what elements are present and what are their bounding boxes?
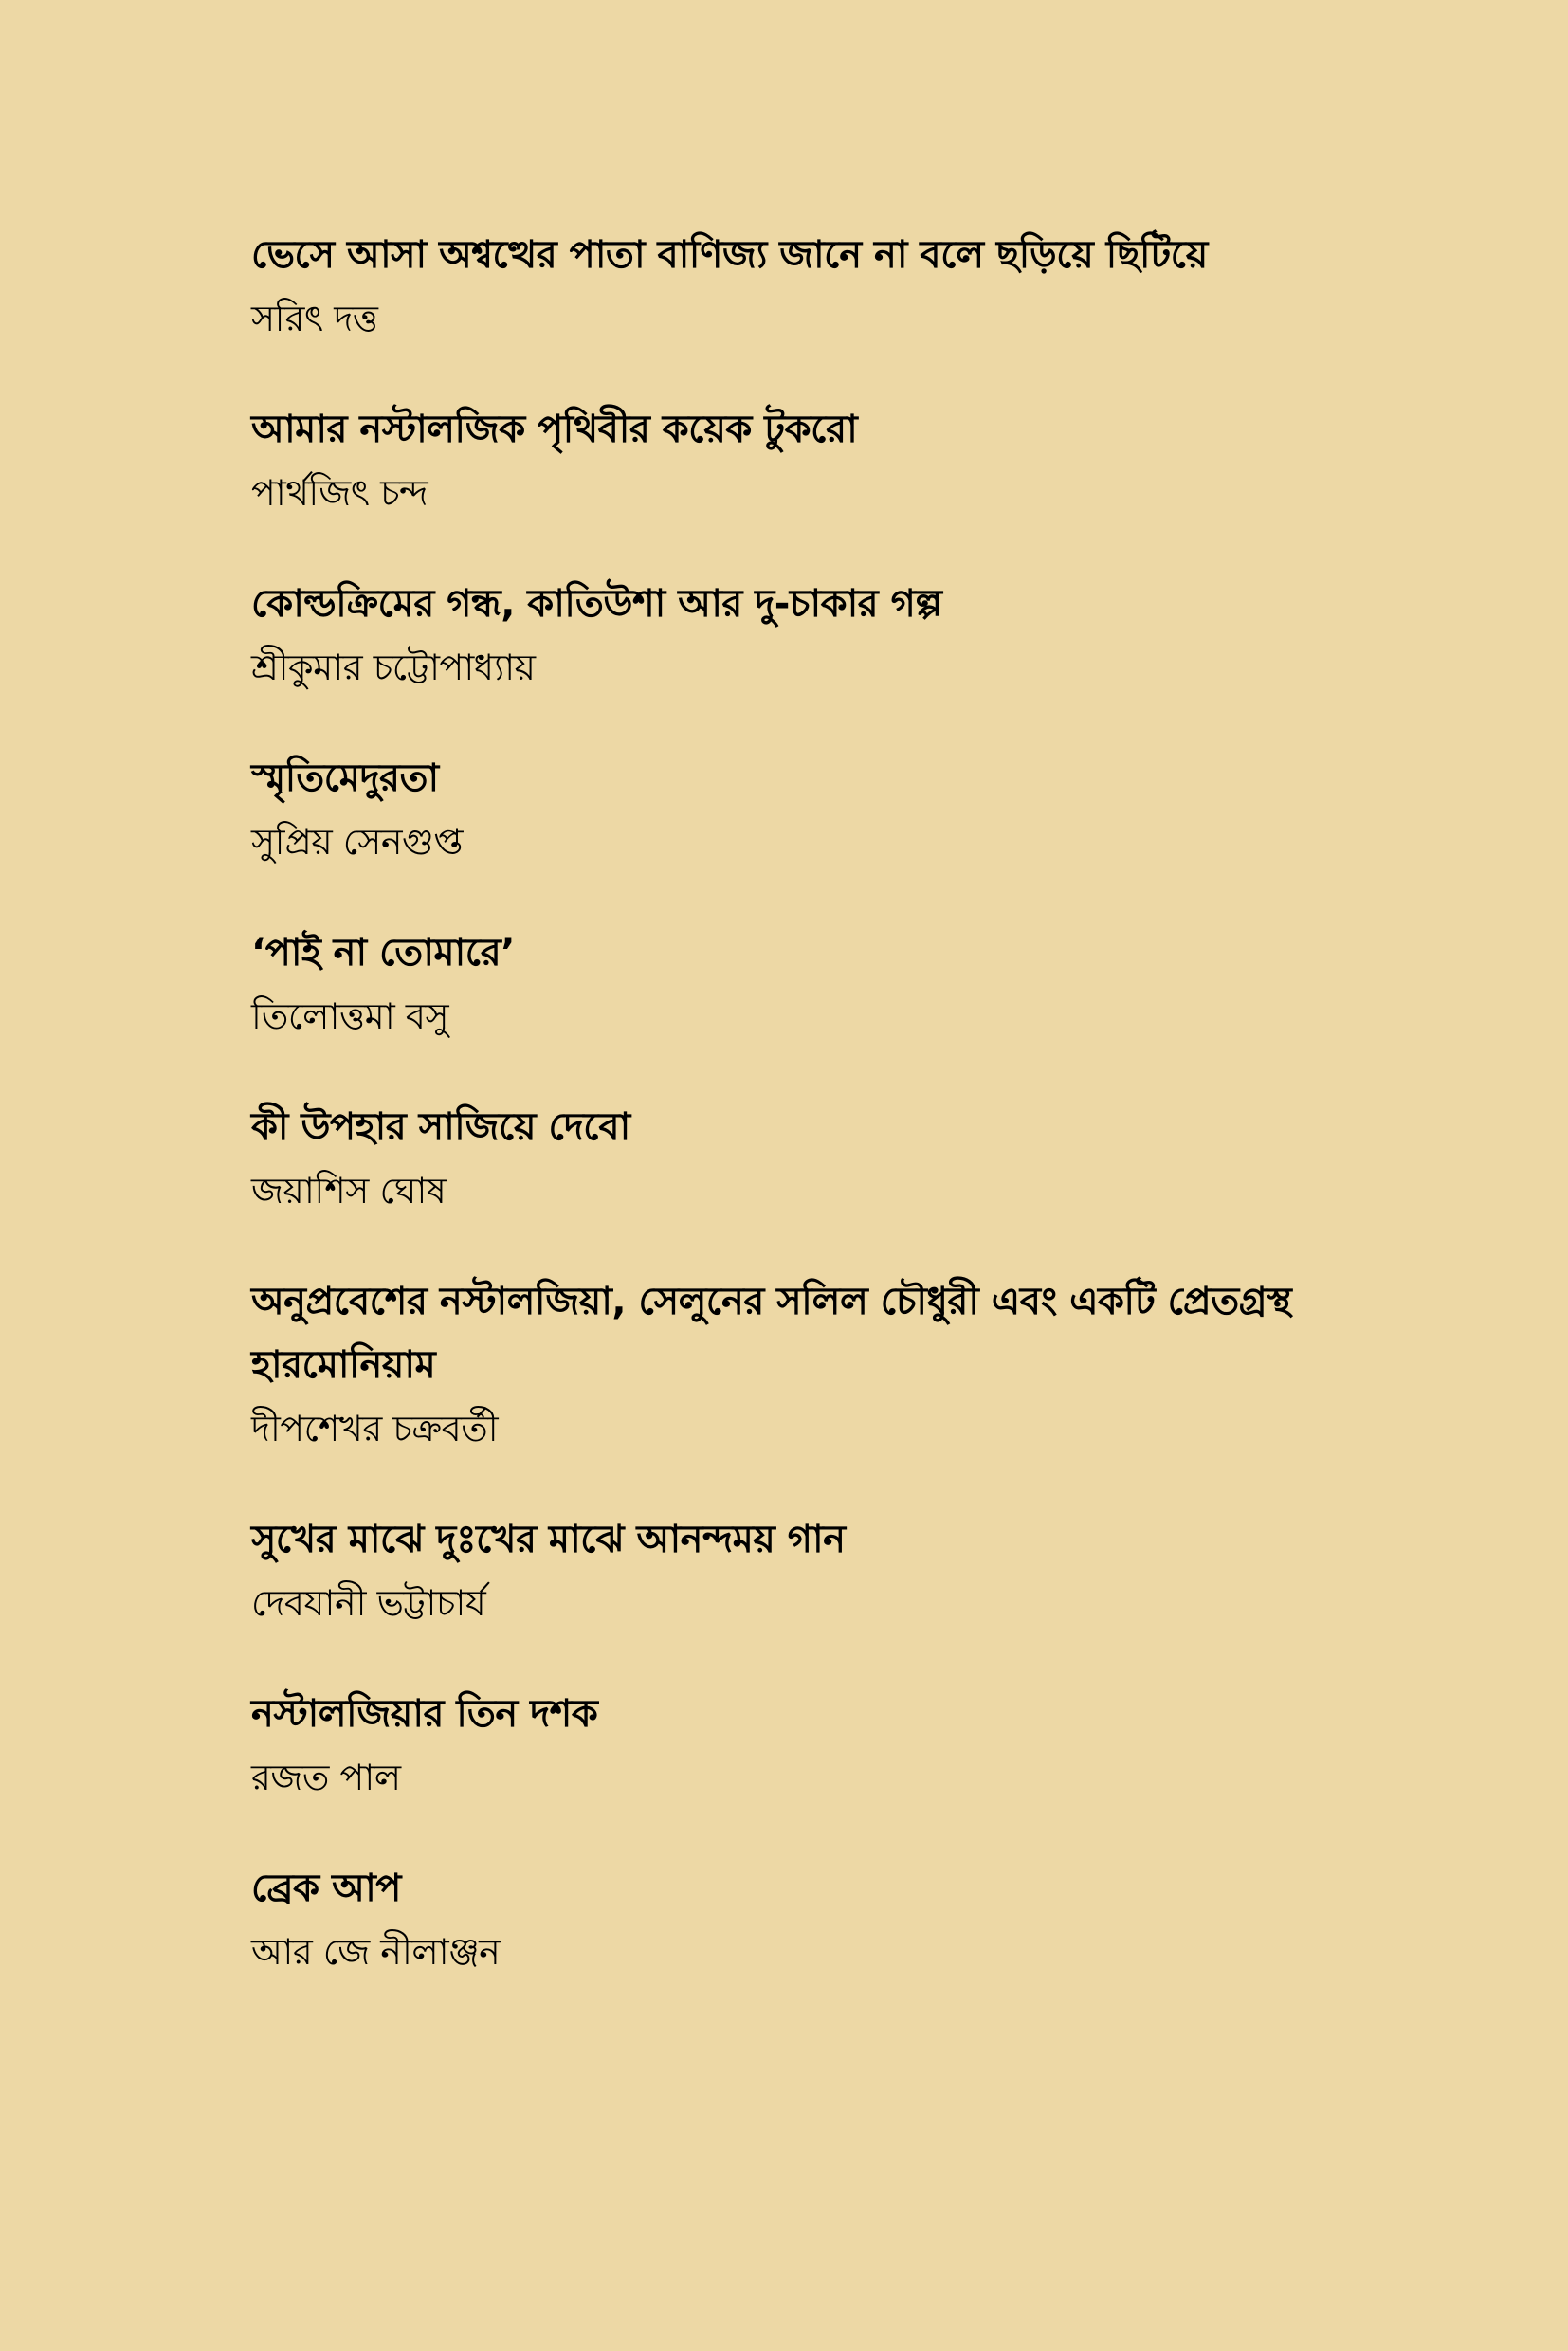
toc-entry (251, 921, 1389, 1048)
table-of-contents (251, 224, 1389, 2032)
entry-author: তিলোত্তমা বসু (251, 995, 449, 1037)
entry-author: দীপশেখর চক্রবর্তী (251, 1408, 499, 1449)
toc-entry (251, 1270, 1389, 1460)
toc-entry (251, 224, 1389, 350)
entry-author: আর জে নীলাঞ্জন (251, 1931, 501, 1973)
entry-author: শ্রীকুমার চট্টোপাধ্যায় (251, 647, 536, 688)
entry-author: সরিৎ দত্ত (251, 298, 378, 339)
entry-title: আমার নস্টালজিক পৃথিবীর কয়েক টুকরো (251, 408, 858, 451)
entry-title: ভেসে আসা অশ্বত্থের পাতা বাণিজ্য জানে না বলে ছড়িয়ে ছিটিয়ে (251, 233, 1208, 277)
entry-title: সুখের মাঝে দুঃখের মাঝে আনন্দময় গান (251, 1518, 846, 1561)
entry-title: অনুপ্রবেশের নস্টালজিয়া, সেলুনের সলিল চৌধুরী এবং একটি প্রেতগ্রস্থ হারমোনিয়াম (251, 1280, 1292, 1387)
toc-entry (251, 573, 1389, 699)
toc-entry (251, 1857, 1389, 1983)
entry-title: নস্টালজিয়ার তিন দশক (251, 1692, 598, 1736)
toc-entry (251, 747, 1389, 873)
toc-entry (251, 1683, 1389, 1809)
toc-entry (251, 1096, 1389, 1222)
toc-entry (251, 398, 1389, 524)
entry-author: দেবযানী ভট্টাচার্য (251, 1582, 486, 1624)
entry-title: ব্রেক আপ (251, 1867, 401, 1910)
entry-author: রজত পাল (251, 1757, 401, 1798)
entry-title: কী উপহার সাজিয়ে দেবো (251, 1105, 630, 1149)
entry-title: স্মৃতিমেদুরতা (251, 756, 439, 800)
entry-author: পার্থজিৎ চন্দ (251, 472, 428, 514)
entry-title: কোল্ডক্রিমের গন্ধ, কাতিউশা আর দু-চাকার গল্প (251, 582, 942, 626)
entry-author: জয়াশিস ঘোষ (251, 1170, 447, 1212)
entry-title: ‘পাই না তোমারে’ (251, 931, 516, 975)
toc-entry (251, 1508, 1389, 1634)
entry-author: সুপ্রিয় সেনগুপ্ত (251, 821, 463, 863)
